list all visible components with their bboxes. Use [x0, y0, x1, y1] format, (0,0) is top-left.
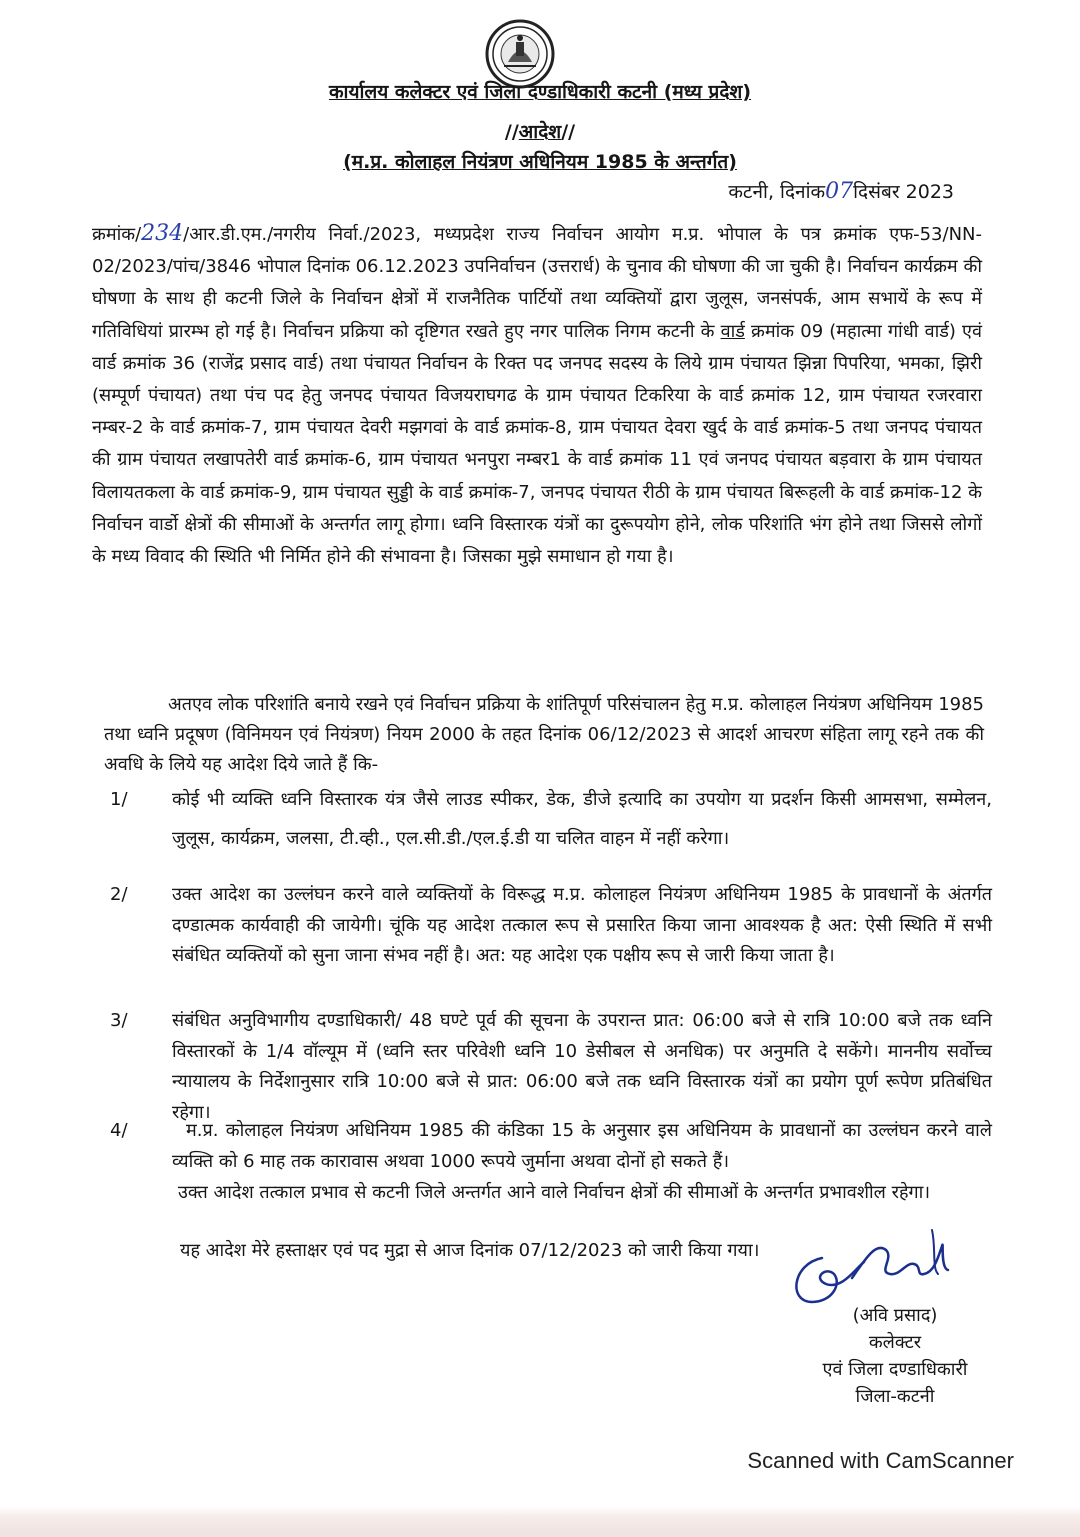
signatory-district: जिला-कटनी	[855, 1386, 935, 1407]
item-text: कोई भी व्यक्ति ध्वनि विस्तारक यंत्र जैसे लाउड स्पीकर, डेक, डीजे इत्यादि का उपयोग या प्रदर्शन किसी आमसभा, सम्मेलन, जुलूस, कार्यक्रम, जलसा, टी.व्ही., एल.सी.डी./एल.ई.डी या चलित वाहन में नहीं करेगा।	[172, 789, 992, 849]
signatory-name: (अवि प्रसाद)	[852, 1305, 938, 1326]
item-text: उक्त आदेश का उल्लंघन करने वाले व्यक्तियों के विरूद्ध म.प्र. कोलाहल नियंत्रण अधिनियम 1985 के प्रावधानों के अंतर्गत दण्डात्मक कार्यवाही की जायेगी। चूंकि यह आदेश तत्काल रूप से प्रसारित किया जाना आवश्यक है अत: ऐसी स्थिति में सभी संबंधित व्यक्तियों को सुना जाना संभव नहीं है। अत: यह आदेश एक पक्षीय रूप से जारी किया जाता है।	[172, 884, 992, 966]
item-number: 1/	[110, 789, 128, 810]
issue-statement: यह आदेश मेरे हस्ताक्षर एवं पद मुद्रा से आज दिनांक 07/12/2023 को जारी किया गया।	[180, 1240, 760, 1261]
signatory-designation: कलेक्टर	[868, 1332, 922, 1353]
closing-paragraph: उक्त आदेश तत्काल प्रभाव से कटनी जिले अन्तर्गत आने वाले निर्वाचन क्षेत्रों की सीमाओं के अन्तर्गत प्रभावशील रहेगा।	[178, 1182, 931, 1203]
item-number: 4/	[110, 1120, 128, 1141]
handwritten-date: 07	[825, 179, 854, 204]
item-number: 2/	[110, 884, 128, 905]
page-edge	[0, 1506, 1080, 1537]
signature-icon	[782, 1228, 967, 1313]
order-paragraph-2: अतएव लोक परिशांति बनाये रखने एवं निर्वाचन प्रक्रिया के शांतिपूर्ण परिसंचालन हेतु म.प्र. कोलाहल नियंत्रण अधिनियम 1985 तथा ध्वनि प्रदूषण (विनिमयन एवं नियंत्रण) नियम 2000 के तहत दिनांक 06/12/2023 से आदर्श आचरण संहिता लागू रहने तक की अवधि के लिये यह आदेश दिये जाते हैं कि-	[104, 694, 984, 775]
signatory-designation-2: एवं जिला दण्डाधिकारी	[822, 1359, 968, 1380]
underlined-word: वार्ड	[720, 320, 745, 342]
order-heading: //आदेश//	[504, 121, 576, 143]
dateline: कटनी, दिनांक07दिसंबर 2023	[728, 179, 954, 204]
order-item-1	[100, 780, 992, 858]
item-text: संबंधित अनुविभागीय दण्डाधिकारी/ 48 घण्टे पूर्व की सूचना के उपरान्त प्रात: 06:00 बजे से रात्रि 10:00 बजे तक ध्वनि विस्तारकों के 1/4 वॉल्यूम में (ध्वनि स्तर परिवेशी ध्वनि 10 डेसीबल से अनधिक) पर अनुमति दे सकेंगे। माननीय सर्वोच्च न्यायालय के निर्देशानुसार रात्रि 10:00 बजे से प्रात: 06:00 बजे तक ध्वनि विस्तारक यंत्रों का प्रयोग पूर्ण रूपेण प्रतिबंधित रहेगा।	[172, 1010, 992, 1123]
order-paragraph-1: क्रमांक/234/आर.डी.एम./नगरीय निर्वा./2023, मध्यप्रदेश राज्य निर्वाचन आयोग म.प्र. भोपाल के पत्र क्रमांक एफ-53/NN-02/2023/पांच/3846 भोपाल दिनांक 06.12.2023 उपनिर्वाचन (उत्तरार्ध) के चुनाव की घोषणा की जा चुकी है। निर्वाचन कार्यक्रम की घोषणा के साथ ही कटनी जिले के निर्वाचन क्षेत्रों में राजनैतिक पार्टियों तथा व्यक्तियों द्वारा जुलूस, जनसंपर्क, आम सभायें के रूप में गतिविधियां प्रारम्भ हो गई है। निर्वाचन प्रक्रिया को दृष्टिगत रखते हुए नगर पालिक निगम कटनी के वार्ड क्रमांक 09 (महात्मा गांधी वार्ड) एवं वार्ड क्रमांक 36 (राजेंद्र प्रसाद वार्ड) तथा पंचायत निर्वाचन के रिक्त पद जनपद सदस्य के लिये ग्राम पंचायत झिन्ना पिपरिया, भमका, झिरी (सम्पूर्ण पंचायत) तथा पंच पद हेतु जनपद पंचायत विजयराघगढ के ग्राम पंचायत टिकरिया के वार्ड क्रमांक 12, ग्राम पंचायत रजरवारा नम्बर-2 के वार्ड क्रमांक-7, ग्राम पंचायत देवरी मझगवां के वार्ड क्रमांक-8, ग्राम पंचायत देवरा खुर्द के वार्ड क्रमांक-5 तथा जनपद पंचायत की ग्राम पंचायत लखापतेरी वार्ड क्रमांक-6, ग्राम पंचायत भनपुरा नम्बर1 के वार्ड क्रमांक 11 एवं जनपद पंचायत बड़वारा के ग्राम पंचायत विलायतकला के वार्ड क्रमांक-9, ग्राम पंचायत सुड्डी के वार्ड क्रमांक-7, जनपद पंचायत रीठी के ग्राम पंचायत बिरूहली के वार्ड क्रमांक-12 के निर्वाचन वार्डो क्षेत्रों की सीमाओं के अन्तर्गत लागू होगा। ध्वनि विस्तारक यंत्रों का दुरूपयोग होने, लोक परिशांति भंग होने तथा जिससे लोगों के मध्य विवाद की स्थिति भी निर्मित होने की संभावना है। जिसका मुझे समाधान हो गया है।	[92, 221, 982, 568]
act-reference: (म.प्र. कोलाहल नियंत्रण अधिनियम 1985 के अन्तर्गत)	[343, 151, 737, 173]
order-item-2	[100, 880, 992, 972]
item-text: म.प्र. कोलाहल नियंत्रण अधिनियम 1985 की कंडिका 15 के अनुसार इस अधिनियम के प्रावधानों का उल्लंघन करने वाले व्यक्ति को 6 माह तक कारावास अथवा 1000 रूपये जुर्माना अथवा दोनों हो सकते हैं।	[172, 1120, 992, 1172]
item-number: 3/	[110, 1010, 128, 1031]
order-item-3	[100, 1006, 992, 1128]
office-title: कार्यालय कलेक्टर एवं जिला दण्डाधिकारी कटनी (मध्य प्रदेश)	[328, 81, 752, 103]
handwritten-order-number: 234	[141, 221, 184, 246]
signatory-block	[770, 1302, 1020, 1410]
order-item-4	[100, 1116, 992, 1177]
order-title: आदेश	[518, 121, 562, 143]
scanner-watermark: Scanned with CamScanner	[747, 1448, 1014, 1473]
